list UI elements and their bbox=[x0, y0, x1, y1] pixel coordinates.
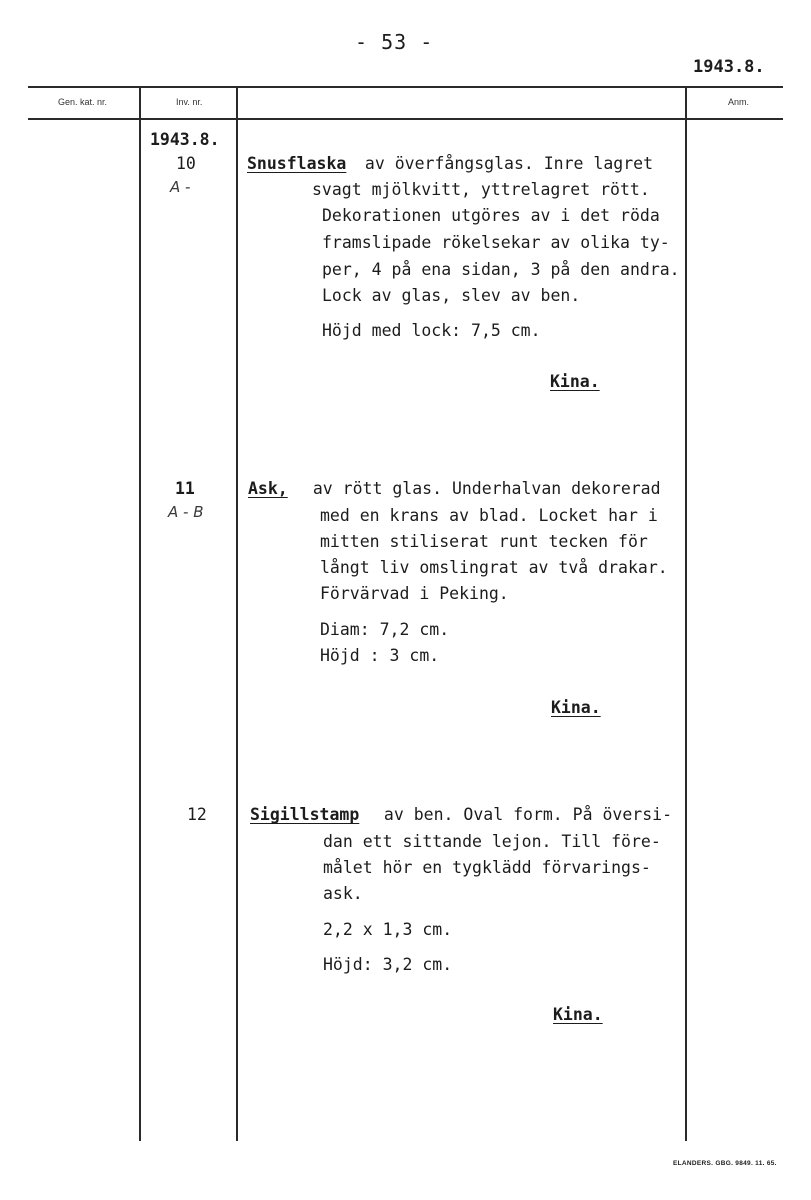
entry-line: Förvärvad i Peking. bbox=[320, 584, 509, 603]
entry-line: framslipade rökelsekar av olika ty- bbox=[322, 233, 670, 252]
entry-line: av överfångsglas. Inre lagret bbox=[355, 154, 654, 173]
inv-number: 10 bbox=[176, 154, 196, 173]
entry-line: mitten stiliserat runt tecken för bbox=[320, 532, 648, 551]
inv-handwritten: A - bbox=[170, 178, 191, 196]
inv-number: 12 bbox=[187, 805, 207, 824]
entry-line: Höjd: 3,2 cm. bbox=[323, 955, 453, 974]
entry-line: Höjd med lock: 7,5 cm. bbox=[322, 321, 541, 340]
entry-line: 2,2 x 1,3 cm. bbox=[323, 920, 453, 939]
entry-origin: Kina. bbox=[550, 372, 600, 391]
inv-number: 11 bbox=[175, 479, 195, 498]
header-date: 1943.8. bbox=[693, 57, 765, 77]
header-rule bbox=[28, 118, 783, 120]
entry-line: långt liv omslingrat av två drakar. bbox=[320, 558, 668, 577]
entry-origin: Kina. bbox=[553, 1005, 603, 1024]
column-header-inv: Inv. nr. bbox=[176, 97, 203, 107]
page-number: - 53 - bbox=[355, 30, 434, 54]
entry-line: målet hör en tygklädd förvarings- bbox=[323, 858, 651, 877]
entry-origin: Kina. bbox=[551, 698, 601, 717]
entry-line: Lock av glas, slev av ben. bbox=[322, 286, 581, 305]
entry-line: Dekorationen utgöres av i det röda bbox=[322, 206, 660, 225]
entry-line: Diam: 7,2 cm. bbox=[320, 620, 450, 639]
column-divider-desc-anm bbox=[685, 86, 687, 1141]
column-divider-gen-inv bbox=[139, 86, 141, 1141]
entry-line: ask. bbox=[323, 884, 363, 903]
inv-handwritten: A - B bbox=[168, 503, 204, 521]
entry-line: av rött glas. Underhalvan dekorerad bbox=[293, 479, 661, 498]
entry-title: Ask, bbox=[248, 479, 288, 498]
column-header-gen-kat: Gen. kat. nr. bbox=[58, 97, 108, 107]
entry-line: av ben. Oval form. På översi- bbox=[374, 805, 673, 824]
column-divider-inv-desc bbox=[236, 86, 238, 1141]
entry-line: svagt mjölkvitt, yttrelagret rött. bbox=[312, 180, 650, 199]
column-header-anm: Anm. bbox=[728, 97, 750, 107]
entry-title: Snusflaska bbox=[247, 154, 347, 173]
inv-prefix: 1943.8. bbox=[150, 130, 220, 149]
printer-mark: ELANDERS. GBG. 9849. 11. 65. bbox=[673, 1160, 777, 1167]
entry-line: Höjd : 3 cm. bbox=[320, 646, 440, 665]
top-rule bbox=[28, 86, 783, 88]
entry-title: Sigillstamp bbox=[250, 805, 360, 824]
entry-line: per, 4 på ena sidan, 3 på den andra. bbox=[322, 260, 680, 279]
entry-line: med en krans av blad. Locket har i bbox=[320, 506, 658, 525]
entry-line: dan ett sittande lejon. Till före- bbox=[323, 832, 661, 851]
